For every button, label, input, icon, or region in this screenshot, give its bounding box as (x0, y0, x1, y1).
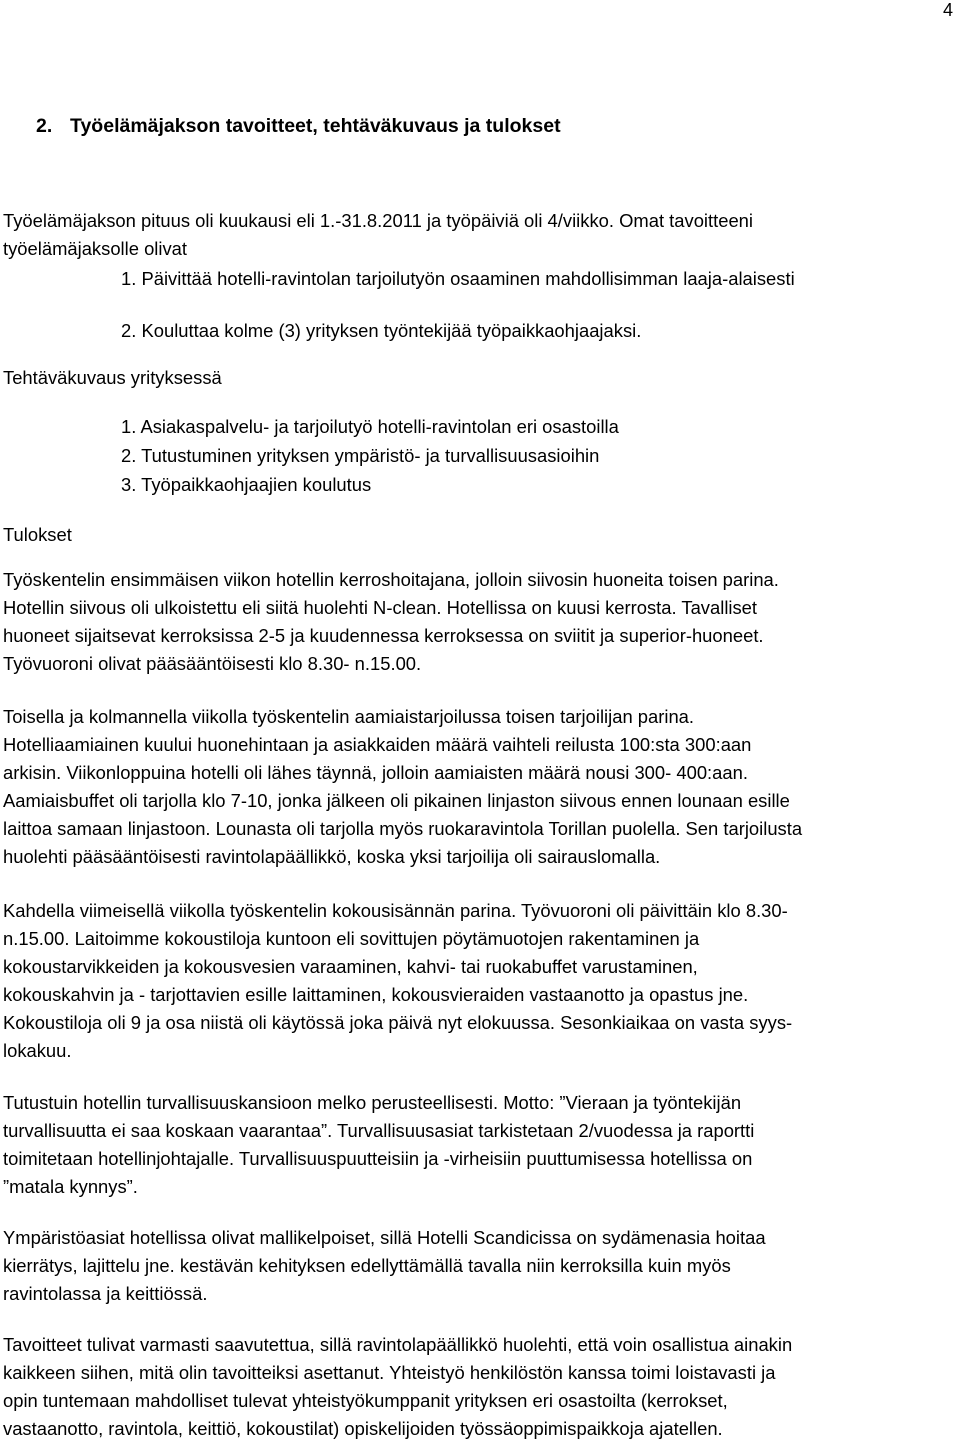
text-line: Toisella ja kolmannella viikolla työskentelin aamiaistarjoilussa toisen tarjoilijan parina. (3, 706, 695, 727)
text-line: turvallisuutta ei saa koskaan vaarantaa”. Turvallisuusasiat tarkistetaan 2/vuodessa ja raportti (3, 1120, 755, 1141)
text-line: huolehti pääsääntöisesti ravintolapäällikkö, koska yksi tarjoilija oli sairauslomalla. (3, 846, 661, 867)
text-line: kierrätys, lajittelu jne. kestävän kehityksen edellyttämällä tavalla niin kerroksilla kuin myös (3, 1255, 731, 1276)
tasks-list (121, 412, 619, 499)
text-line: toimitetaan hotellinjohtajalle. Turvallisuuspuutteisiin ja -virheisiin puuttumisessa hotellissa on (3, 1148, 753, 1169)
text-line: kokouskahvin ja - tarjottavien esille laittaminen, kokousvieraiden vastaanotto ja opastus jne. (3, 984, 749, 1005)
task-item (121, 412, 619, 441)
text-line: Kokoustiloja oli 9 ja osa niistä oli käytössä joka päivä nyt elokuussa. Sesonkiaikaa on vasta syys- (3, 1012, 793, 1033)
text-line: Ympäristöasiat hotellissa olivat mallikelpoiset, sillä Hotelli Scandicissa on sydämenasia hoitaa (3, 1227, 766, 1248)
text-line: työelämäjaksolle olivat (3, 238, 187, 259)
intro-paragraph (3, 207, 943, 263)
list-number: 2. (121, 445, 137, 466)
text-line: ravintolassa ja keittiössä. (3, 1283, 208, 1304)
text-line: kokoustarvikkeiden ja kokousvesien varaaminen, kahvi- tai ruokabuffet varustaminen, (3, 956, 698, 977)
text-line: Työelämäjakson pituus oli kuukausi eli 1.-31.8.2011 ja työpäiviä oli 4/viikko. Omat tavoitteeni (3, 210, 753, 231)
goals-list (121, 265, 795, 293)
list-text: Kouluttaa kolme (3) yrityksen työntekijää työpaikkaohjaajaksi. (141, 320, 642, 341)
page-number: 4 (942, 0, 953, 20)
list-number: 3. (121, 474, 137, 495)
list-number: 2. (121, 320, 137, 341)
results-label: Tulokset (3, 524, 72, 545)
text-line: laittoa samaan linjastoon. Lounasta oli tarjolla myös ruokaravintola Torillan puolella. Sen tarjoilusta (3, 818, 803, 839)
text-line: Hotellin siivous oli ulkoistettu eli siitä huolehti N-clean. Hotellissa on kuusi kerrosta. Tavalliset (3, 597, 758, 618)
list-text: Päivittää hotelli-ravintolan tarjoilutyön osaaminen mahdollisimman laaja-alaisesti (141, 268, 795, 289)
text-line: lokakuu. (3, 1040, 72, 1061)
list-number: 1. (121, 416, 137, 437)
results-paragraph-3 (3, 897, 943, 1065)
goal-item (121, 265, 795, 293)
goal-item (121, 317, 641, 345)
results-paragraph-6 (3, 1331, 943, 1443)
section-heading (36, 113, 561, 139)
results-paragraph-4 (3, 1089, 943, 1201)
text-line: Työvuoroni olivat pääsääntöisesti klo 8.30- n.15.00. (3, 653, 422, 674)
list-text: Asiakaspalvelu- ja tarjoilutyö hotelli-ravintolan eri osastoilla (140, 416, 619, 437)
list-text: Työpaikkaohjaajien koulutus (141, 474, 372, 495)
text-line: Aamiaisbuffet oli tarjolla klo 7-10, jonka jälkeen oli pikainen linjaston siivous ennen lounaan esille (3, 790, 790, 811)
results-paragraph-1 (3, 566, 943, 678)
text-line: ”matala kynnys”. (3, 1176, 138, 1197)
text-line: Tavoitteet tulivat varmasti saavutettua, sillä ravintolapäällikkö huolehti, että voin osallistua ainakin (3, 1334, 793, 1355)
text-line: Tutustuin hotellin turvallisuuskansioon melko perusteellisesti. Motto: ”Vieraan ja työntekijän (3, 1092, 742, 1113)
text-line: Työskentelin ensimmäisen viikon hotellin kerroshoitajana, jolloin siivosin huoneita toisen parina. (3, 569, 779, 590)
text-line: n.15.00. Laitoimme kokoustiloja kuntoon eli sovittujen pöytämuotojen rakentaminen ja (3, 928, 700, 949)
goals-list (121, 317, 641, 345)
text-line: arkisin. Viikonloppuina hotelli oli lähes täynnä, jolloin aamiaisten määrä nousi 300- 400:aan. (3, 762, 748, 783)
section-title: Työelämäjakson tavoitteet, tehtäväkuvaus ja tulokset (70, 115, 561, 137)
results-paragraph-5 (3, 1224, 943, 1308)
section-number: 2. (36, 115, 53, 137)
task-item (121, 441, 619, 470)
list-number: 1. (121, 268, 137, 289)
text-line: vastaanotto, ravintola, keittiö, kokoustilat) opiskelijoiden työssäoppimispaikkoja ajatellen. (3, 1418, 723, 1439)
text-line: opin tuntemaan mahdolliset tulevat yhteistyökumppanit yrityksen eri osastoilta (kerrokset, (3, 1390, 728, 1411)
text-line: kaikkeen siihen, mitä olin tavoitteiksi asettanut. Yhteistyö henkilöstön kanssa toimi loistavasti ja (3, 1362, 776, 1383)
text-line: Hotelliaamiainen kuului huonehintaan ja asiakkaiden määrä vaihteli reilusta 100:sta 300:aan (3, 734, 752, 755)
list-text: Tutustuminen yrityksen ympäristö- ja turvallisuusasioihin (141, 445, 600, 466)
text-line: huoneet sijaitsevat kerroksissa 2-5 ja kuudennessa kerroksessa on sviitit ja superior-huoneet. (3, 625, 764, 646)
results-paragraph-2 (3, 703, 943, 871)
text-line: Kahdella viimeisellä viikolla työskentelin kokousisännän parina. Työvuoroni oli päivittäin klo 8.30- (3, 900, 788, 921)
tasks-label: Tehtäväkuvaus yrityksessä (3, 367, 222, 388)
task-item (121, 470, 619, 499)
